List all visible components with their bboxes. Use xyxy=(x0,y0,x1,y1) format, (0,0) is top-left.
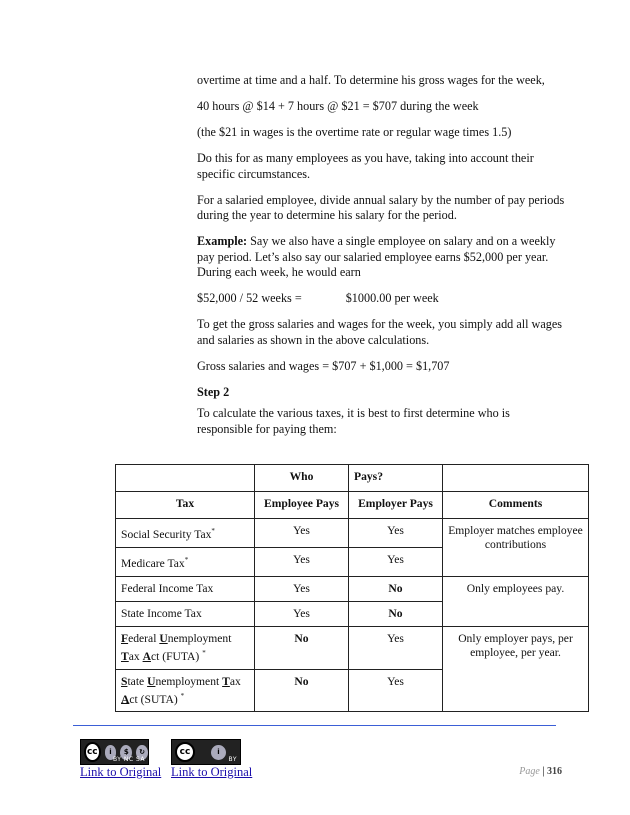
sharealike-icon: ↻ xyxy=(136,745,148,760)
employer-pays-cell: No xyxy=(349,576,443,601)
paragraph-overtime: overtime at time and a half. To determine his gross wages for the week, xyxy=(197,73,545,87)
badge-license-tag: BY xyxy=(228,756,237,763)
employee-pays-cell: Yes xyxy=(255,547,349,576)
col-header-comments: Comments xyxy=(443,492,589,519)
attribution-icon: i xyxy=(211,745,226,760)
col-header-tax: Tax xyxy=(116,492,255,519)
comment-cell: Only employees pay. xyxy=(443,576,589,626)
employer-pays-cell: Yes xyxy=(349,547,443,576)
page-number: Page | 316 xyxy=(519,766,562,777)
footer-divider xyxy=(73,725,556,726)
table-group-header xyxy=(116,465,589,492)
paragraph-salaried: For a salaried employee, divide annual salary by the number of pay periods during the year to determine his salary for the period. xyxy=(197,192,565,222)
col-header-employee-pays: Employee Pays xyxy=(255,492,349,519)
group-header-empty-right xyxy=(443,465,589,492)
tax-name-cell: Social Security Tax* xyxy=(116,519,255,548)
employee-pays-cell: No xyxy=(255,626,349,669)
cc-by-badge xyxy=(171,739,241,765)
paragraph-hours-calc: 40 hours @ $14 + 7 hours @ $21 = $707 during the week xyxy=(197,99,479,113)
cc-by-nc-sa-badge xyxy=(80,739,149,765)
tax-name-cell: Medicare Tax* xyxy=(116,547,255,576)
employee-pays-cell: Yes xyxy=(255,601,349,626)
employer-pays-cell: No xyxy=(349,601,443,626)
link-to-original-2[interactable]: Link to Original xyxy=(171,765,253,779)
paragraph-overtime-rate: (the $21 in wages is the overtime rate or regular wage times 1.5) xyxy=(197,125,512,139)
tax-name-cell: State Income Tax xyxy=(116,601,255,626)
step-heading: Step 2 xyxy=(197,384,230,399)
tax-name-cell: Federal Unemployment Tax Act (FUTA) * xyxy=(116,626,255,669)
table-column-header xyxy=(116,492,589,519)
group-header-pays: Pays? xyxy=(349,465,443,492)
comment-cell: Employer matches employee contributions xyxy=(443,519,589,577)
link-to-original-1[interactable]: Link to Original xyxy=(80,765,162,779)
group-header-who: Who xyxy=(255,465,349,492)
employee-pays-cell: Yes xyxy=(255,576,349,601)
employer-pays-cell: Yes xyxy=(349,669,443,712)
employer-pays-cell: Yes xyxy=(349,626,443,669)
paragraph-weekly-calc xyxy=(197,291,567,307)
table-row xyxy=(116,626,589,669)
cc-logo-icon: cc xyxy=(84,742,101,762)
paragraph-gross-total: Gross salaries and wages = $707 + $1,000 = $1,707 xyxy=(197,358,450,373)
tax-name-cell: Federal Income Tax xyxy=(116,576,255,601)
tax-name-cell: State Unemployment Tax Act (SUTA) * xyxy=(116,669,255,712)
group-header-empty xyxy=(116,465,255,492)
document-body xyxy=(197,73,567,448)
example-label: Example: xyxy=(197,234,248,248)
weekly-calc-right: $1000.00 per week xyxy=(345,291,439,305)
attribution-icon: i xyxy=(105,745,117,760)
noncommercial-icon: $ xyxy=(120,745,132,760)
table-row xyxy=(116,576,589,601)
tax-responsibility-table xyxy=(115,464,589,712)
paragraph-gross-intro: To get the gross salaries and wages for the week, you simply add all wages and salaries as shown in the above calculations. xyxy=(197,317,563,347)
table-row xyxy=(116,519,589,548)
employee-pays-cell: No xyxy=(255,669,349,712)
col-header-employer-pays: Employer Pays xyxy=(349,492,443,519)
comment-cell: Only employer pays, per employee, per year. xyxy=(443,626,589,712)
paragraph-example xyxy=(197,234,567,281)
badge-license-tag: BY NC SA xyxy=(113,756,145,763)
example-text: Say we also have a single employee on salary and on a weekly pay period. Let’s also say our salaried employee earns $52,000 per year. During each week, he would earn xyxy=(197,234,556,279)
cc-logo-icon: cc xyxy=(175,742,195,762)
employee-pays-cell: Yes xyxy=(255,519,349,548)
employer-pays-cell: Yes xyxy=(349,519,443,548)
weekly-calc-left: $52,000 / 52 weeks = xyxy=(197,291,302,305)
paragraph-taxes-intro: To calculate the various taxes, it is best to first determine who is responsible for paying them: xyxy=(197,406,510,436)
paragraph-employees: Do this for as many employees as you have, taking into account their specific circumstances. xyxy=(197,151,534,181)
